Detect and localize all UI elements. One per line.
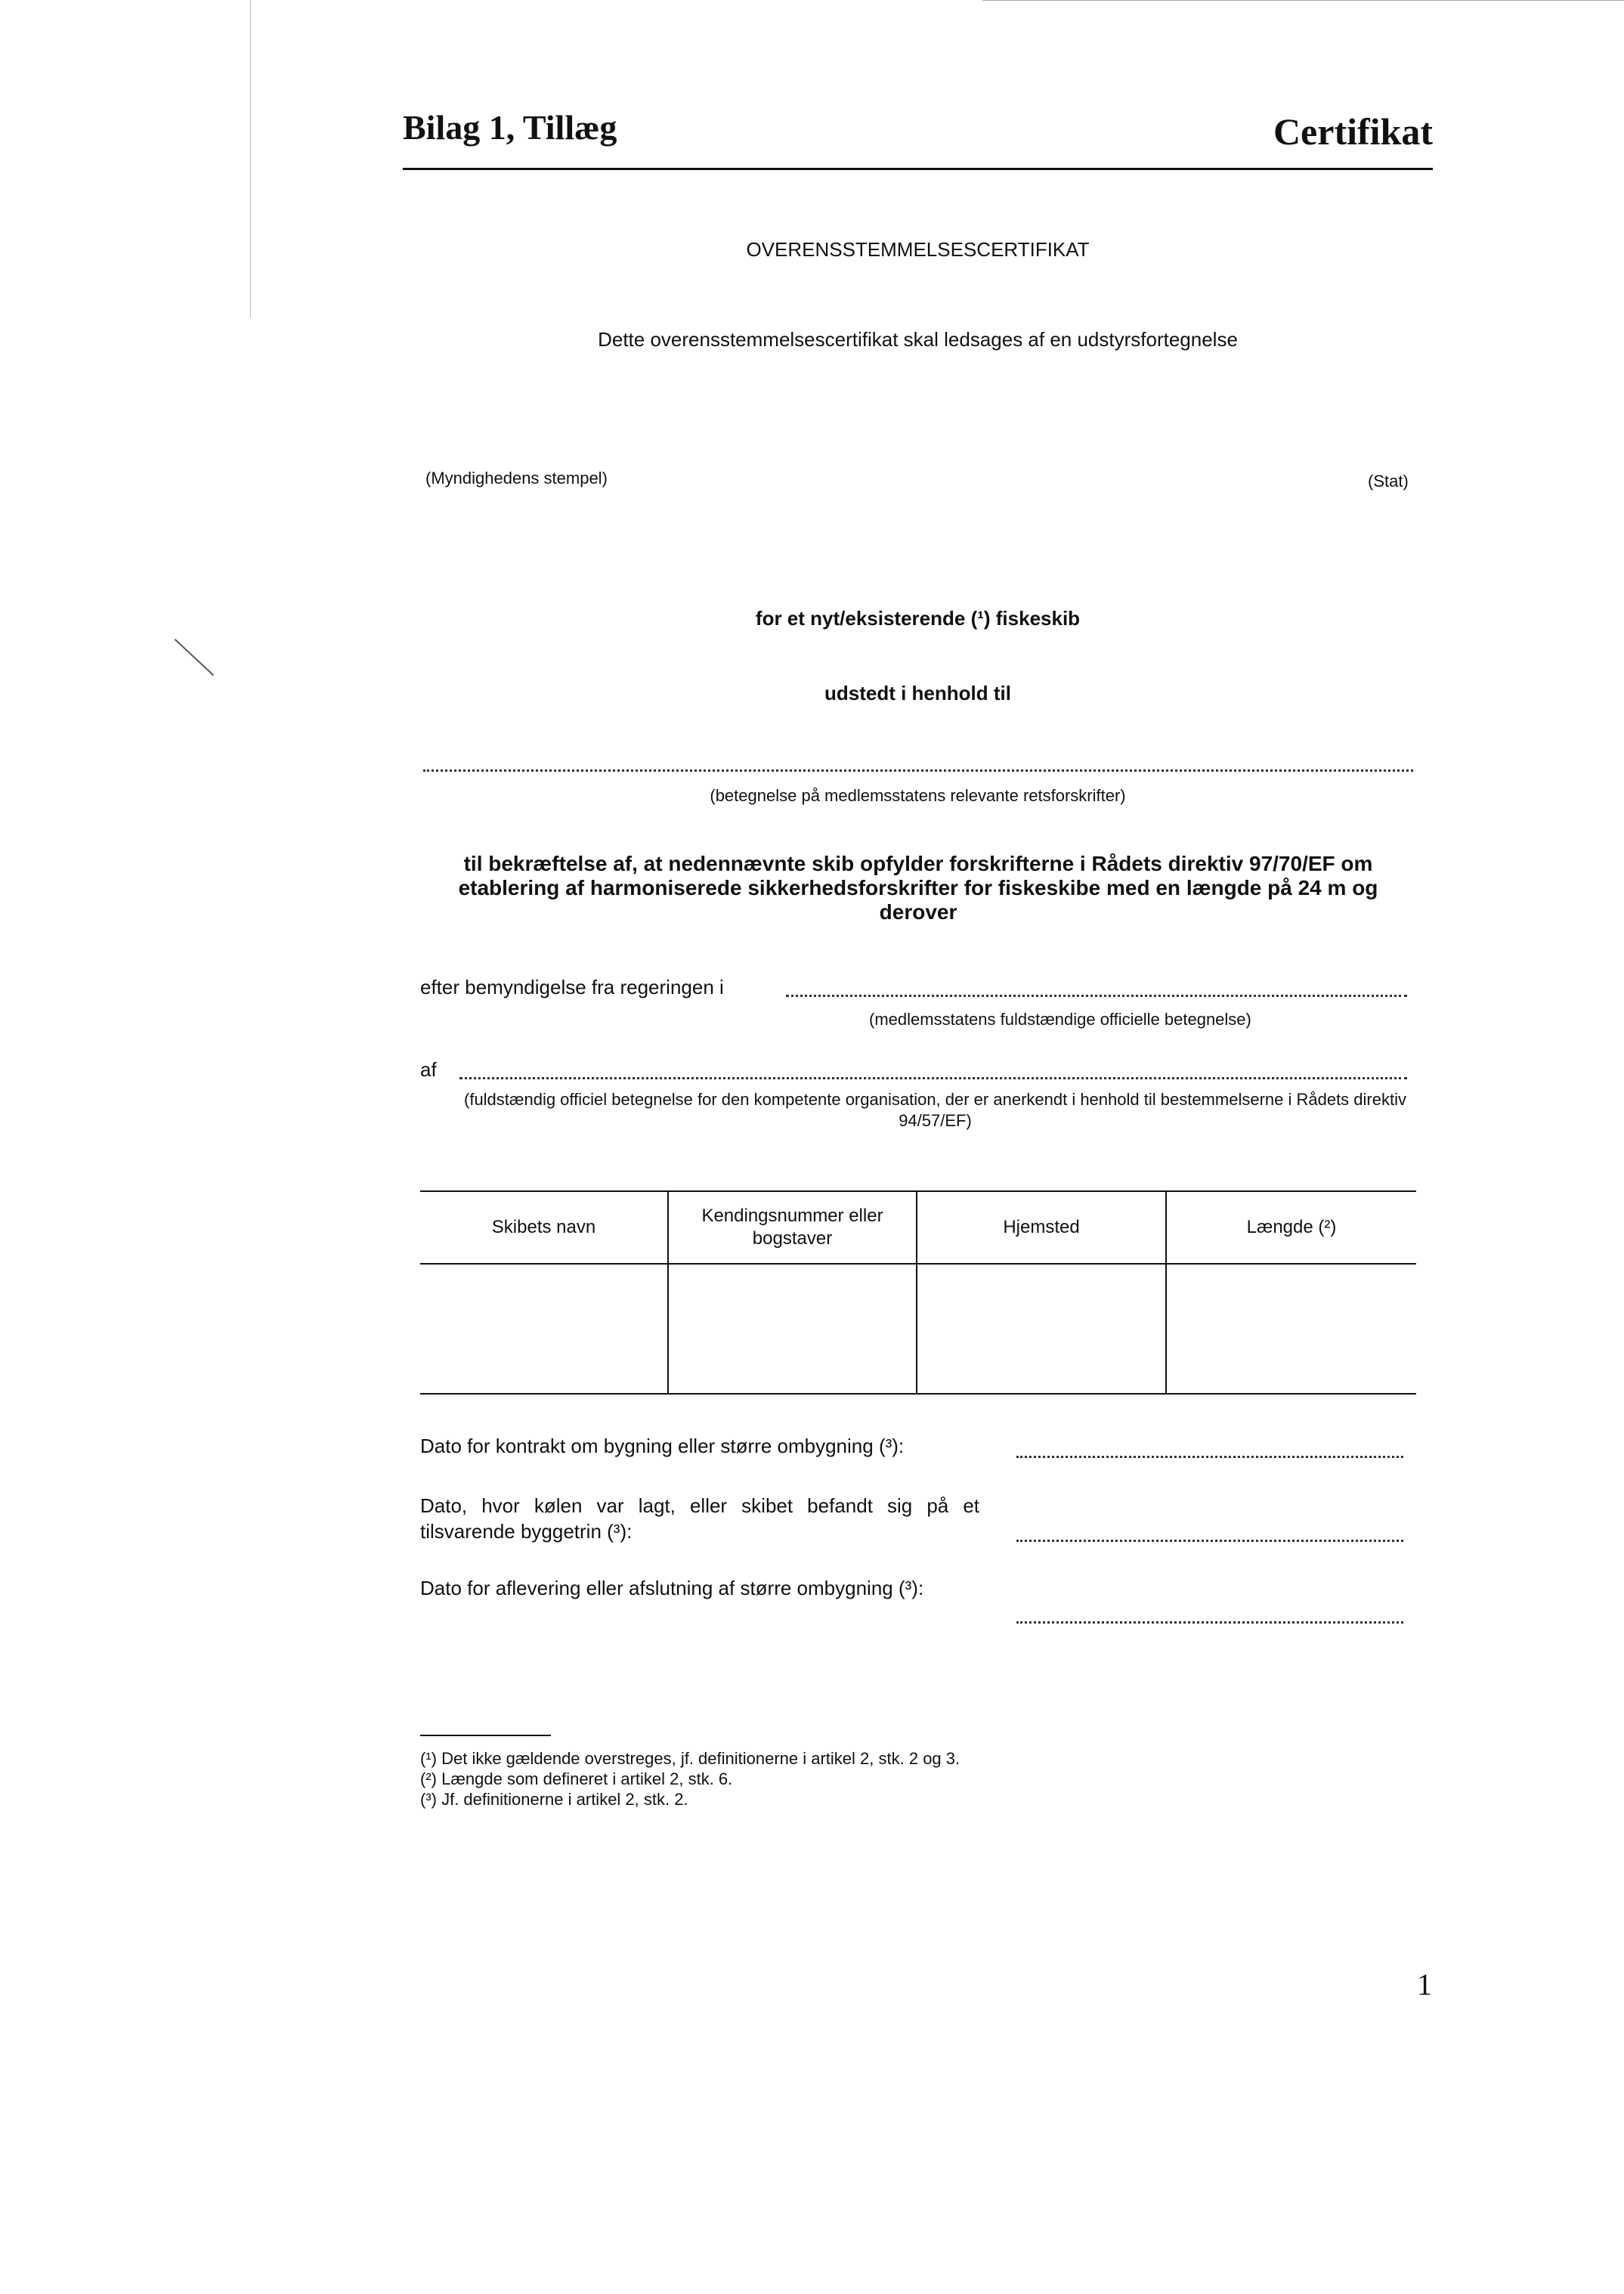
certificate-subtitle: Dette overensstemmelsescertifikat skal ledsages af en udstyrsfortegnelse: [598, 328, 1238, 351]
length-cell[interactable]: [1166, 1264, 1416, 1394]
column-header-home-port: Hjemsted: [917, 1191, 1166, 1264]
footnote-1: (¹) Det ikke gældende overstreges, jf. definitionerne i artikel 2, stk. 2 og 3.: [420, 1749, 960, 1768]
table-header-row: [420, 1191, 1416, 1264]
ship-table: [420, 1190, 1416, 1395]
home-port-cell[interactable]: [917, 1264, 1166, 1394]
authority-label: efter bemyndigelse fra regeringen i: [420, 976, 724, 998]
table-row: [420, 1264, 1416, 1394]
authority-field[interactable]: [786, 995, 1407, 997]
issued-line: udstedt i henhold til: [824, 682, 1011, 704]
header-rule: [403, 168, 1433, 170]
page-number: 1: [1417, 1967, 1432, 2001]
annex-heading: Bilag 1, Tillæg: [403, 108, 617, 147]
footnote-rule: [420, 1735, 551, 1736]
vessel-line: for et nyt/eksisterende (¹) fiskeskib: [755, 607, 1081, 630]
delivery-date-label: Dato for aflevering eller afslutning af større ombygning (³):: [420, 1577, 924, 1599]
confirmation-text: til bekræftelse af, at nedennævnte skib opfylder forskrifterne i Rådets direktiv 97/70/EF om etablering af harmoniserede sikkerhedsforskrifter for fiskeskibe med en længde på 24 m og derover: [458, 852, 1378, 924]
organisation-caption: (fuldstændig officiel betegnelse for den kompetente organisation, der er anerkendt i henhold til bestemmelserne i Rådets direktiv 94/57/EF): [464, 1090, 1406, 1130]
column-header-length: Længde (²): [1166, 1191, 1416, 1264]
contract-date-field[interactable]: [1016, 1456, 1403, 1458]
scan-edge-line: [250, 0, 251, 317]
legislation-caption: (betegnelse på medlemsstatens relevante retsforskrifter): [710, 786, 1126, 805]
keel-date-label: Dato, hvor kølen var lagt, eller skibet befandt sig på et tilsvarende byggetrin (³):: [420, 1494, 979, 1543]
stamp-label: (Myndighedens stempel): [425, 469, 608, 488]
contract-date-label: Dato for kontrakt om bygning eller større ombygning (³):: [420, 1435, 905, 1457]
identification-cell[interactable]: [668, 1264, 917, 1394]
scan-edge-line: [982, 0, 1624, 1]
footnote-3: (³) Jf. definitionerne i artikel 2, stk. 2.: [420, 1790, 688, 1809]
authority-caption: (medlemsstatens fuldstændige officielle betegnelse): [869, 1010, 1251, 1029]
certificate-title: OVERENSSTEMMELSESCERTIFIKAT: [746, 238, 1090, 261]
delivery-date-field[interactable]: [1016, 1621, 1403, 1624]
ship-name-cell[interactable]: [420, 1264, 668, 1394]
legislation-field[interactable]: [423, 769, 1413, 772]
footnote-2: (²) Længde som defineret i artikel 2, stk. 6.: [420, 1769, 733, 1788]
document-type-heading: Certifikat: [1273, 110, 1433, 153]
column-header-ship-name: Skibets navn: [420, 1191, 668, 1264]
organisation-label: af: [420, 1058, 437, 1081]
state-label: (Stat): [1368, 472, 1409, 491]
column-header-identification: Kendingsnummer eller bogstaver: [668, 1191, 917, 1264]
keel-date-field[interactable]: [1016, 1540, 1403, 1542]
pen-mark: [175, 639, 215, 676]
organisation-field[interactable]: [459, 1077, 1407, 1079]
